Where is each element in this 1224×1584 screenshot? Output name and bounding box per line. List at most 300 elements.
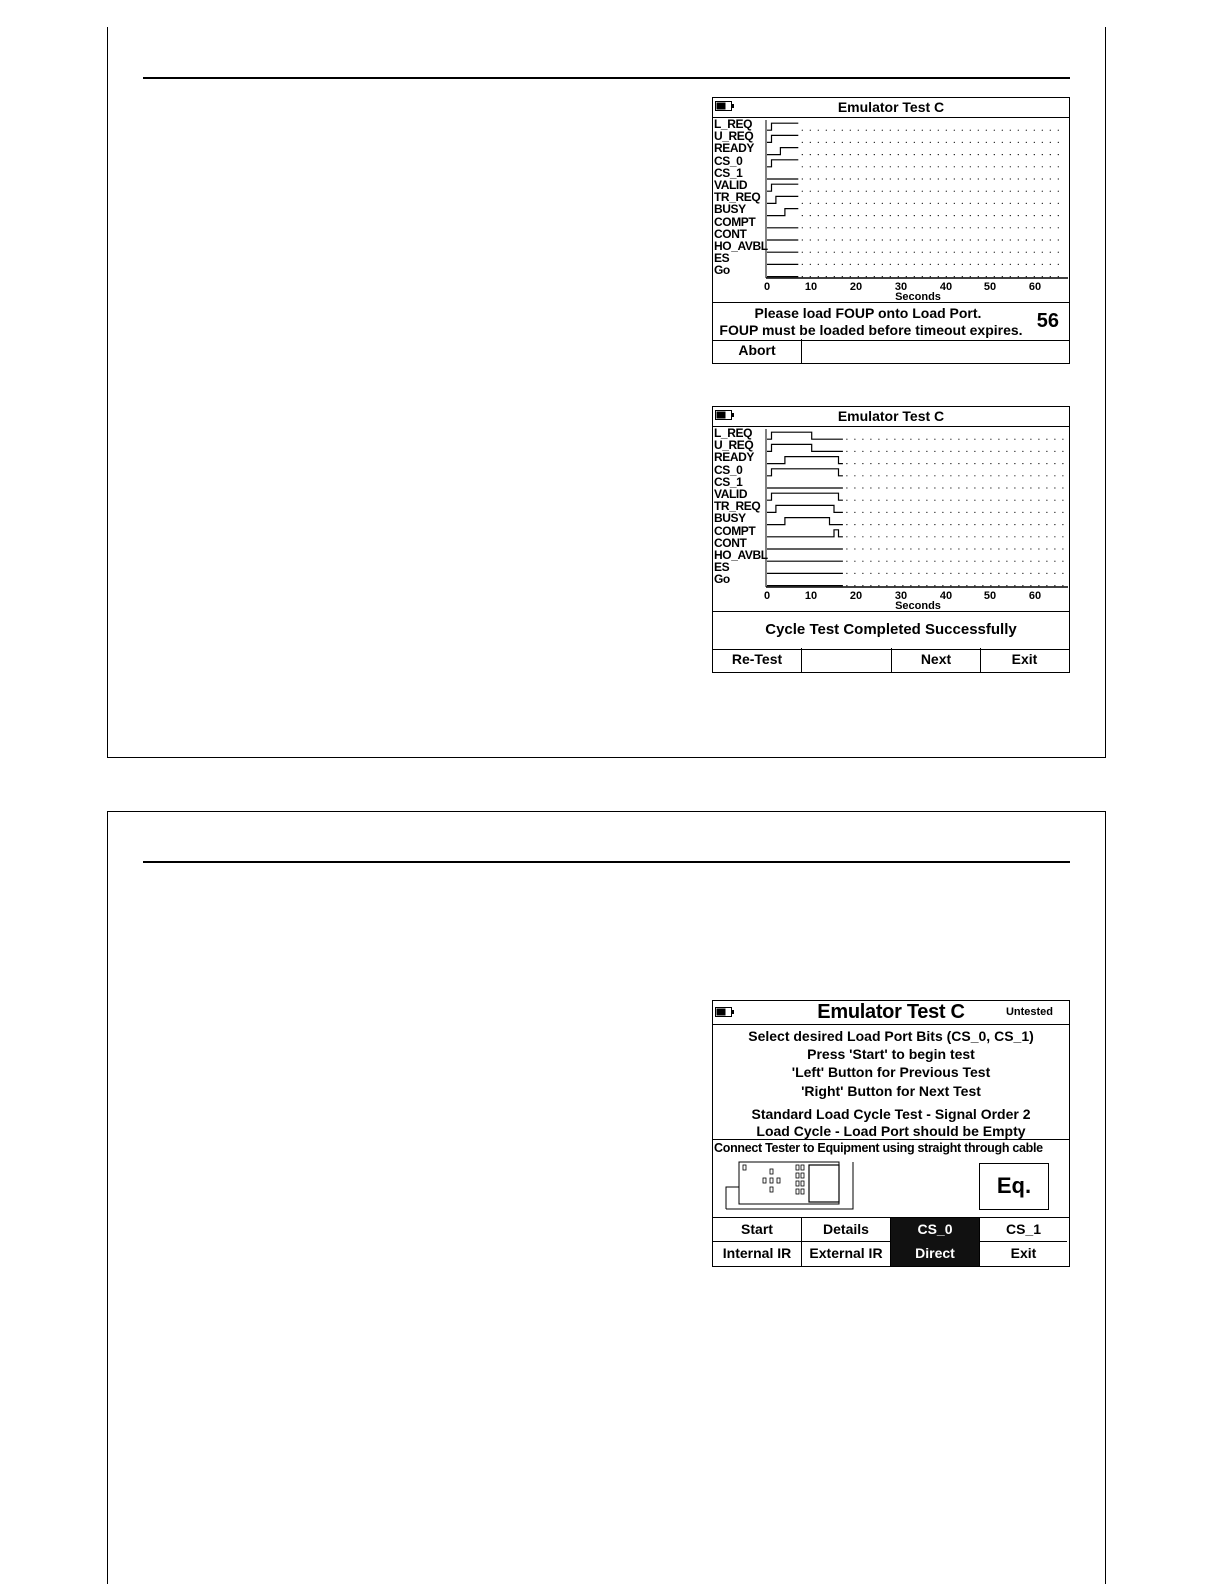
grid-dot (926, 548, 927, 549)
grid-dot (1030, 500, 1031, 501)
grid-dot (834, 239, 835, 240)
grid-dot (1054, 524, 1055, 525)
grid-dot (866, 227, 867, 228)
grid-dot (930, 154, 931, 155)
grid-dot (970, 142, 971, 143)
grid-dot (982, 487, 983, 488)
signal-label: U_REQ (714, 129, 754, 144)
grid-dot (910, 524, 911, 525)
exit-button[interactable]: Exit (1011, 651, 1038, 667)
grid-dot (854, 573, 855, 574)
grid-dot (970, 252, 971, 253)
grid-dot (866, 215, 867, 216)
signal-label: TR_REQ (714, 190, 761, 205)
grid-dot (906, 130, 907, 131)
grid-dot (978, 215, 979, 216)
grid-dot (914, 215, 915, 216)
grid-dot (1030, 487, 1031, 488)
grid-dot (882, 239, 883, 240)
signal-waveform (767, 530, 843, 537)
grid-dot (1062, 573, 1063, 574)
grid-dot (922, 130, 923, 131)
grid-dot (1014, 487, 1015, 488)
grid-dot (1010, 166, 1011, 167)
grid-dot (878, 512, 879, 513)
grid-dot (818, 252, 819, 253)
grid-dot (1022, 561, 1023, 562)
grid-dot (1038, 463, 1039, 464)
grid-dot (870, 548, 871, 549)
grid-dot (914, 239, 915, 240)
grid-dot (1058, 215, 1059, 216)
grid-dot (862, 463, 863, 464)
grid-dot (990, 561, 991, 562)
grid-dot (962, 227, 963, 228)
grid-dot (926, 463, 927, 464)
grid-dot (1002, 142, 1003, 143)
grid-dot (810, 191, 811, 192)
grid-dot (1030, 451, 1031, 452)
grid-dot (842, 215, 843, 216)
grid-dot (1034, 142, 1035, 143)
grid-dot (818, 166, 819, 167)
grid-dot (902, 585, 903, 586)
grid-dot (906, 154, 907, 155)
grid-dot (886, 573, 887, 574)
connection-instruction: Connect Tester to Equipment using straight through cable (714, 1141, 1043, 1155)
grid-dot (1058, 252, 1059, 253)
grid-dot (834, 276, 835, 277)
grid-dot (946, 178, 947, 179)
grid-dot (1002, 203, 1003, 204)
grid-dot (962, 252, 963, 253)
grid-dot (1022, 536, 1023, 537)
grid-dot (1010, 203, 1011, 204)
grid-dot (958, 487, 959, 488)
grid-dot (922, 276, 923, 277)
grid-dot (834, 178, 835, 179)
grid-dot (894, 463, 895, 464)
grid-dot (890, 276, 891, 277)
grid-dot (850, 276, 851, 277)
grid-dot (942, 548, 943, 549)
grid-dot (1034, 130, 1035, 131)
grid-dot (994, 178, 995, 179)
grid-dot (958, 524, 959, 525)
grid-dot (998, 524, 999, 525)
grid-dot (858, 142, 859, 143)
grid-dot (998, 561, 999, 562)
grid-dot (1010, 239, 1011, 240)
grid-dot (846, 439, 847, 440)
grid-dot (858, 130, 859, 131)
instruction-line: Select desired Load Port Bits (CS_0, CS_1) (748, 1028, 1034, 1044)
x-tick-label: 40 (939, 590, 953, 602)
grid-dot (1026, 215, 1027, 216)
grid-dot (926, 512, 927, 513)
grid-dot (1018, 252, 1019, 253)
grid-dot (1038, 500, 1039, 501)
grid-dot (850, 130, 851, 131)
grid-dot (890, 252, 891, 253)
grid-dot (934, 561, 935, 562)
cs0-toggle[interactable]: CS_0 (891, 1218, 980, 1242)
signal-waveform (767, 457, 843, 464)
grid-dot (910, 439, 911, 440)
grid-dot (1034, 239, 1035, 240)
grid-dot (966, 451, 967, 452)
grid-dot (1050, 191, 1051, 192)
grid-dot (962, 130, 963, 131)
grid-dot (802, 276, 803, 277)
grid-dot (990, 548, 991, 549)
grid-dot (978, 166, 979, 167)
grid-dot (914, 166, 915, 167)
grid-dot (1046, 548, 1047, 549)
grid-dot (974, 585, 975, 586)
retest-button[interactable]: Re-Test (713, 648, 802, 672)
signal-label: VALID (714, 486, 748, 501)
details-button[interactable]: Details (802, 1218, 891, 1242)
grid-dot (890, 239, 891, 240)
grid-dot (1050, 215, 1051, 216)
grid-dot (874, 154, 875, 155)
grid-dot (950, 500, 951, 501)
grid-dot (986, 252, 987, 253)
grid-dot (1026, 130, 1027, 131)
grid-dot (954, 215, 955, 216)
grid-dot (910, 585, 911, 586)
grid-dot (898, 191, 899, 192)
grid-dot (950, 487, 951, 488)
grid-dot (802, 130, 803, 131)
grid-dot (986, 130, 987, 131)
grid-dot (802, 215, 803, 216)
grid-dot (818, 239, 819, 240)
grid-dot (1034, 178, 1035, 179)
grid-dot (906, 227, 907, 228)
grid-dot (1038, 524, 1039, 525)
grid-dot (978, 191, 979, 192)
grid-dot (1018, 178, 1019, 179)
grid-dot (926, 585, 927, 586)
grid-dot (994, 252, 995, 253)
grid-dot (866, 239, 867, 240)
grid-dot (1014, 561, 1015, 562)
grid-dot (1030, 439, 1031, 440)
grid-dot (1034, 166, 1035, 167)
grid-dot (898, 239, 899, 240)
grid-dot (834, 227, 835, 228)
grid-dot (846, 512, 847, 513)
grid-dot (1002, 166, 1003, 167)
test-status-badge: Untested (1005, 1006, 1053, 1018)
grid-dot (826, 191, 827, 192)
grid-dot (1054, 487, 1055, 488)
grid-dot (1018, 276, 1019, 277)
grid-dot (866, 191, 867, 192)
grid-dot (1046, 573, 1047, 574)
grid-dot (1042, 203, 1043, 204)
grid-dot (886, 500, 887, 501)
grid-dot (858, 215, 859, 216)
signal-waveform (767, 148, 798, 155)
grid-dot (1002, 130, 1003, 131)
signal-label: TR_REQ (714, 499, 761, 514)
signal-waveform (767, 184, 798, 191)
grid-dot (882, 166, 883, 167)
grid-dot (990, 573, 991, 574)
empty-button-slot (802, 648, 892, 672)
grid-dot (930, 239, 931, 240)
grid-dot (1006, 536, 1007, 537)
external-ir-button[interactable]: External IR (802, 1242, 891, 1266)
grid-dot (878, 475, 879, 476)
grid-dot (1018, 154, 1019, 155)
grid-dot (878, 573, 879, 574)
instruction-line: 'Right' Button for Next Test (801, 1083, 981, 1099)
grid-dot (1050, 154, 1051, 155)
grid-dot (826, 142, 827, 143)
grid-dot (990, 524, 991, 525)
grid-dot (934, 451, 935, 452)
grid-dot (818, 276, 819, 277)
grid-dot (826, 276, 827, 277)
signal-waveform (767, 493, 843, 500)
message-line: Please load FOUP onto Load Port. (754, 305, 982, 321)
countdown-timer: 56 (1036, 310, 1059, 332)
grid-dot (938, 178, 939, 179)
grid-dot (1034, 203, 1035, 204)
grid-dot (938, 276, 939, 277)
grid-dot (946, 154, 947, 155)
grid-dot (902, 487, 903, 488)
grid-dot (954, 154, 955, 155)
grid-dot (974, 536, 975, 537)
grid-dot (930, 191, 931, 192)
grid-dot (998, 451, 999, 452)
internal-ir-button[interactable]: Internal IR (713, 1242, 802, 1266)
signal-label: CS_1 (714, 474, 743, 489)
grid-dot (1034, 215, 1035, 216)
grid-dot (922, 215, 923, 216)
grid-dot (914, 154, 915, 155)
grid-dot (910, 500, 911, 501)
grid-dot (978, 203, 979, 204)
grid-dot (834, 252, 835, 253)
x-axis-label: Seconds (895, 600, 941, 612)
grid-dot (878, 463, 879, 464)
grid-dot (1042, 154, 1043, 155)
next-button[interactable]: Next (892, 648, 981, 672)
grid-dot (1014, 585, 1015, 586)
grid-dot (1062, 548, 1063, 549)
grid-dot (934, 524, 935, 525)
grid-dot (982, 439, 983, 440)
grid-dot (1050, 264, 1051, 265)
grid-dot (1038, 573, 1039, 574)
grid-dot (886, 585, 887, 586)
grid-dot (826, 264, 827, 265)
grid-dot (1006, 561, 1007, 562)
grid-dot (842, 142, 843, 143)
grid-dot (910, 561, 911, 562)
grid-dot (1022, 463, 1023, 464)
grid-dot (874, 166, 875, 167)
grid-dot (1018, 227, 1019, 228)
grid-dot (966, 536, 967, 537)
direct-button[interactable]: Direct (891, 1242, 980, 1266)
grid-dot (898, 264, 899, 265)
grid-dot (1042, 166, 1043, 167)
grid-dot (898, 154, 899, 155)
x-axis-label: Seconds (895, 291, 941, 303)
grid-dot (1054, 512, 1055, 513)
signal-label: Go (714, 572, 730, 587)
grid-dot (974, 439, 975, 440)
grid-dot (1002, 215, 1003, 216)
grid-dot (882, 130, 883, 131)
grid-dot (870, 512, 871, 513)
grid-dot (886, 451, 887, 452)
grid-dot (1010, 178, 1011, 179)
abort-button[interactable]: Abort (713, 339, 802, 363)
grid-dot (970, 239, 971, 240)
grid-dot (966, 500, 967, 501)
grid-dot (862, 561, 863, 562)
grid-dot (938, 264, 939, 265)
grid-dot (834, 203, 835, 204)
grid-dot (994, 264, 995, 265)
grid-dot (1014, 536, 1015, 537)
x-tick-label: 20 (849, 281, 863, 293)
grid-dot (1042, 252, 1043, 253)
grid-dot (894, 561, 895, 562)
grid-dot (890, 166, 891, 167)
grid-dot (922, 227, 923, 228)
grid-dot (986, 239, 987, 240)
grid-dot (1026, 227, 1027, 228)
grid-dot (1026, 142, 1027, 143)
grid-dot (1058, 178, 1059, 179)
cs1-toggle[interactable]: CS_1 (980, 1218, 1067, 1242)
grid-dot (834, 154, 835, 155)
grid-dot (946, 227, 947, 228)
grid-dot (898, 203, 899, 204)
grid-dot (810, 130, 811, 131)
grid-dot (950, 573, 951, 574)
signal-label: VALID (714, 177, 748, 192)
grid-dot (934, 463, 935, 464)
grid-dot (914, 252, 915, 253)
grid-dot (1050, 227, 1051, 228)
grid-dot (874, 142, 875, 143)
grid-dot (970, 215, 971, 216)
signal-label: BUSY (714, 511, 746, 526)
grid-dot (930, 203, 931, 204)
grid-dot (862, 512, 863, 513)
grid-dot (946, 239, 947, 240)
grid-dot (870, 439, 871, 440)
grid-dot (854, 512, 855, 513)
signal-label: CONT (714, 226, 747, 241)
grid-dot (1010, 276, 1011, 277)
grid-dot (802, 239, 803, 240)
grid-dot (842, 239, 843, 240)
grid-dot (1042, 239, 1043, 240)
screen-title: Emulator Test C (817, 1001, 965, 1023)
x-tick-label: 0 (763, 281, 771, 293)
grid-dot (994, 276, 995, 277)
grid-dot (810, 154, 811, 155)
button-grid (713, 1217, 1069, 1266)
grid-dot (870, 585, 871, 586)
grid-dot (1014, 439, 1015, 440)
grid-dot (1002, 276, 1003, 277)
grid-dot (934, 573, 935, 574)
grid-dot (1010, 252, 1011, 253)
grid-dot (958, 463, 959, 464)
grid-dot (854, 487, 855, 488)
grid-dot (1030, 512, 1031, 513)
grid-dot (990, 512, 991, 513)
grid-dot (1026, 178, 1027, 179)
grid-dot (834, 191, 835, 192)
x-tick-label: 60 (1028, 281, 1042, 293)
grid-dot (958, 573, 959, 574)
grid-dot (970, 276, 971, 277)
grid-dot (970, 154, 971, 155)
exit-button[interactable]: Exit (1010, 1245, 1037, 1261)
grid-dot (886, 548, 887, 549)
grid-dot (1046, 439, 1047, 440)
grid-dot (926, 536, 927, 537)
button-row (713, 339, 1069, 363)
grid-dot (958, 475, 959, 476)
button-row (713, 648, 1069, 672)
grid-dot (1038, 561, 1039, 562)
grid-dot (878, 536, 879, 537)
grid-dot (938, 227, 939, 228)
grid-dot (946, 142, 947, 143)
grid-dot (990, 451, 991, 452)
grid-dot (898, 215, 899, 216)
grid-dot (894, 487, 895, 488)
grid-dot (978, 227, 979, 228)
grid-dot (850, 166, 851, 167)
grid-dot (846, 585, 847, 586)
grid-dot (1006, 475, 1007, 476)
grid-dot (1018, 203, 1019, 204)
grid-dot (958, 439, 959, 440)
grid-dot (862, 573, 863, 574)
grid-dot (962, 154, 963, 155)
grid-dot (810, 264, 811, 265)
grid-dot (1058, 239, 1059, 240)
grid-dot (930, 215, 931, 216)
signal-label: COMPT (714, 214, 756, 229)
grid-dot (1014, 475, 1015, 476)
grid-dot (902, 451, 903, 452)
grid-dot (878, 500, 879, 501)
start-button[interactable]: Start (713, 1218, 802, 1242)
grid-dot (942, 524, 943, 525)
grid-dot (974, 451, 975, 452)
grid-dot (882, 154, 883, 155)
grid-dot (942, 536, 943, 537)
grid-dot (990, 585, 991, 586)
grid-dot (942, 561, 943, 562)
